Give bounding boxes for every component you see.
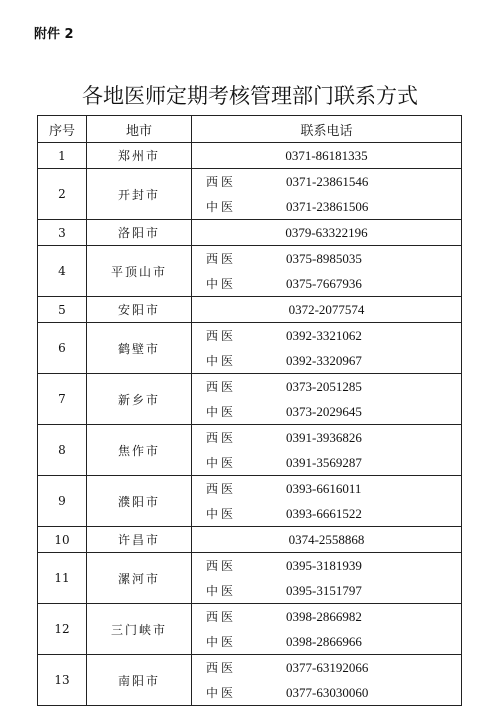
table-row xyxy=(38,476,462,527)
page-title: 各地医师定期考核管理部门联系方式 xyxy=(82,84,418,108)
phone-line xyxy=(192,374,461,399)
header-city: 地市 xyxy=(87,116,192,143)
phone-number: 0377-63192066 xyxy=(286,659,369,675)
row-seq: 10 xyxy=(38,527,87,553)
phone-number: 0393-6661522 xyxy=(286,505,362,521)
attachment-label: 附件 2 xyxy=(34,27,74,42)
phone-number: 0393-6616011 xyxy=(286,480,362,496)
phone-number: 0395-3151797 xyxy=(286,582,362,598)
phone-type: 西医 xyxy=(206,610,237,624)
row-city: 鹤壁市 xyxy=(87,323,192,374)
row-city: 开封市 xyxy=(87,169,192,220)
row-seq: 13 xyxy=(38,655,87,706)
phone-number: 0377-63030060 xyxy=(286,684,369,700)
header-seq: 序号 xyxy=(38,116,87,143)
row-city: 平顶山市 xyxy=(87,246,192,297)
header-phone: 联系电话 xyxy=(192,116,462,143)
phone-type: 中医 xyxy=(206,200,237,214)
row-phone-cell xyxy=(192,246,462,297)
row-city: 三门峡市 xyxy=(87,604,192,655)
row-city: 濮阳市 xyxy=(87,476,192,527)
phone-line xyxy=(192,169,461,194)
phone-line xyxy=(192,604,461,629)
phone-type: 西医 xyxy=(206,329,237,343)
row-city: 焦作市 xyxy=(87,425,192,476)
table-row xyxy=(38,297,462,323)
phone-number: 0398-2866982 xyxy=(286,608,362,624)
row-phone-cell xyxy=(192,527,462,553)
phone-type: 中医 xyxy=(206,405,237,419)
table-row xyxy=(38,425,462,476)
phone-number: 0372-2077574 xyxy=(288,301,365,317)
phone-number: 0375-8985035 xyxy=(286,250,362,266)
phone-number: 0375-7667936 xyxy=(286,275,362,291)
phone-line xyxy=(192,425,461,450)
phone-number: 0371-86181335 xyxy=(285,147,368,163)
row-city: 新乡市 xyxy=(87,374,192,425)
row-phone-cell xyxy=(192,476,462,527)
phone-line xyxy=(192,246,461,271)
row-phone-cell xyxy=(192,220,462,246)
phone-type: 中医 xyxy=(206,277,237,291)
phone-type: 中医 xyxy=(206,635,237,649)
row-seq: 4 xyxy=(38,246,87,297)
phone-line xyxy=(192,194,461,219)
row-seq: 5 xyxy=(38,297,87,323)
row-seq: 1 xyxy=(38,143,87,169)
phone-number: 0391-3936826 xyxy=(286,429,362,445)
phone-type: 中医 xyxy=(206,584,237,598)
phone-line xyxy=(192,476,461,501)
table-row xyxy=(38,220,462,246)
phone-line xyxy=(192,655,461,680)
phone-line xyxy=(192,501,461,526)
row-city: 许昌市 xyxy=(87,527,192,553)
row-city: 郑州市 xyxy=(87,143,192,169)
phone-number: 0379-63322196 xyxy=(285,224,368,240)
row-seq: 3 xyxy=(38,220,87,246)
phone-type: 西医 xyxy=(206,175,237,189)
phone-line xyxy=(192,553,461,578)
table-row xyxy=(38,655,462,706)
row-phone-cell xyxy=(192,553,462,604)
table-header-row xyxy=(38,116,462,143)
phone-type: 中医 xyxy=(206,456,237,470)
row-phone-cell xyxy=(192,604,462,655)
table-body xyxy=(38,143,462,706)
phone-line xyxy=(192,629,461,654)
phone-number: 0398-2866966 xyxy=(286,633,362,649)
row-phone-cell xyxy=(192,323,462,374)
table-row xyxy=(38,374,462,425)
row-city: 安阳市 xyxy=(87,297,192,323)
row-phone-cell xyxy=(192,169,462,220)
row-phone-cell xyxy=(192,143,462,169)
row-phone-cell xyxy=(192,425,462,476)
table-row xyxy=(38,169,462,220)
phone-number: 0371-23861546 xyxy=(286,173,369,189)
contact-table xyxy=(37,115,462,706)
row-city: 南阳市 xyxy=(87,655,192,706)
phone-number: 0373-2029645 xyxy=(286,403,362,419)
phone-number: 0392-3320967 xyxy=(286,352,362,368)
phone-number: 0395-3181939 xyxy=(286,557,362,573)
table-row xyxy=(38,246,462,297)
phone-type: 西医 xyxy=(206,431,237,445)
phone-line xyxy=(192,450,461,475)
row-city: 漯河市 xyxy=(87,553,192,604)
row-seq: 7 xyxy=(38,374,87,425)
row-seq: 8 xyxy=(38,425,87,476)
phone-number: 0374-2558868 xyxy=(288,531,365,547)
phone-type: 西医 xyxy=(206,661,237,675)
phone-number: 0392-3321062 xyxy=(286,327,362,343)
table-row xyxy=(38,604,462,655)
row-seq: 11 xyxy=(38,553,87,604)
phone-type: 中医 xyxy=(206,507,237,521)
phone-line xyxy=(192,323,461,348)
row-seq: 6 xyxy=(38,323,87,374)
phone-number: 0371-23861506 xyxy=(286,198,369,214)
row-seq: 2 xyxy=(38,169,87,220)
phone-line xyxy=(192,348,461,373)
phone-type: 西医 xyxy=(206,252,237,266)
phone-type: 西医 xyxy=(206,380,237,394)
row-seq: 9 xyxy=(38,476,87,527)
phone-number: 0391-3569287 xyxy=(286,454,362,470)
table-row xyxy=(38,553,462,604)
table-row xyxy=(38,323,462,374)
phone-type: 西医 xyxy=(206,559,237,573)
phone-number: 0373-2051285 xyxy=(286,378,362,394)
table-row xyxy=(38,143,462,169)
phone-type: 西医 xyxy=(206,482,237,496)
row-phone-cell xyxy=(192,655,462,706)
table-row xyxy=(38,527,462,553)
row-city: 洛阳市 xyxy=(87,220,192,246)
phone-line xyxy=(192,399,461,424)
phone-line xyxy=(192,271,461,296)
row-seq: 12 xyxy=(38,604,87,655)
phone-type: 中医 xyxy=(206,354,237,368)
row-phone-cell xyxy=(192,297,462,323)
row-phone-cell xyxy=(192,374,462,425)
phone-line xyxy=(192,578,461,603)
phone-type: 中医 xyxy=(206,686,237,700)
phone-line xyxy=(192,680,461,705)
